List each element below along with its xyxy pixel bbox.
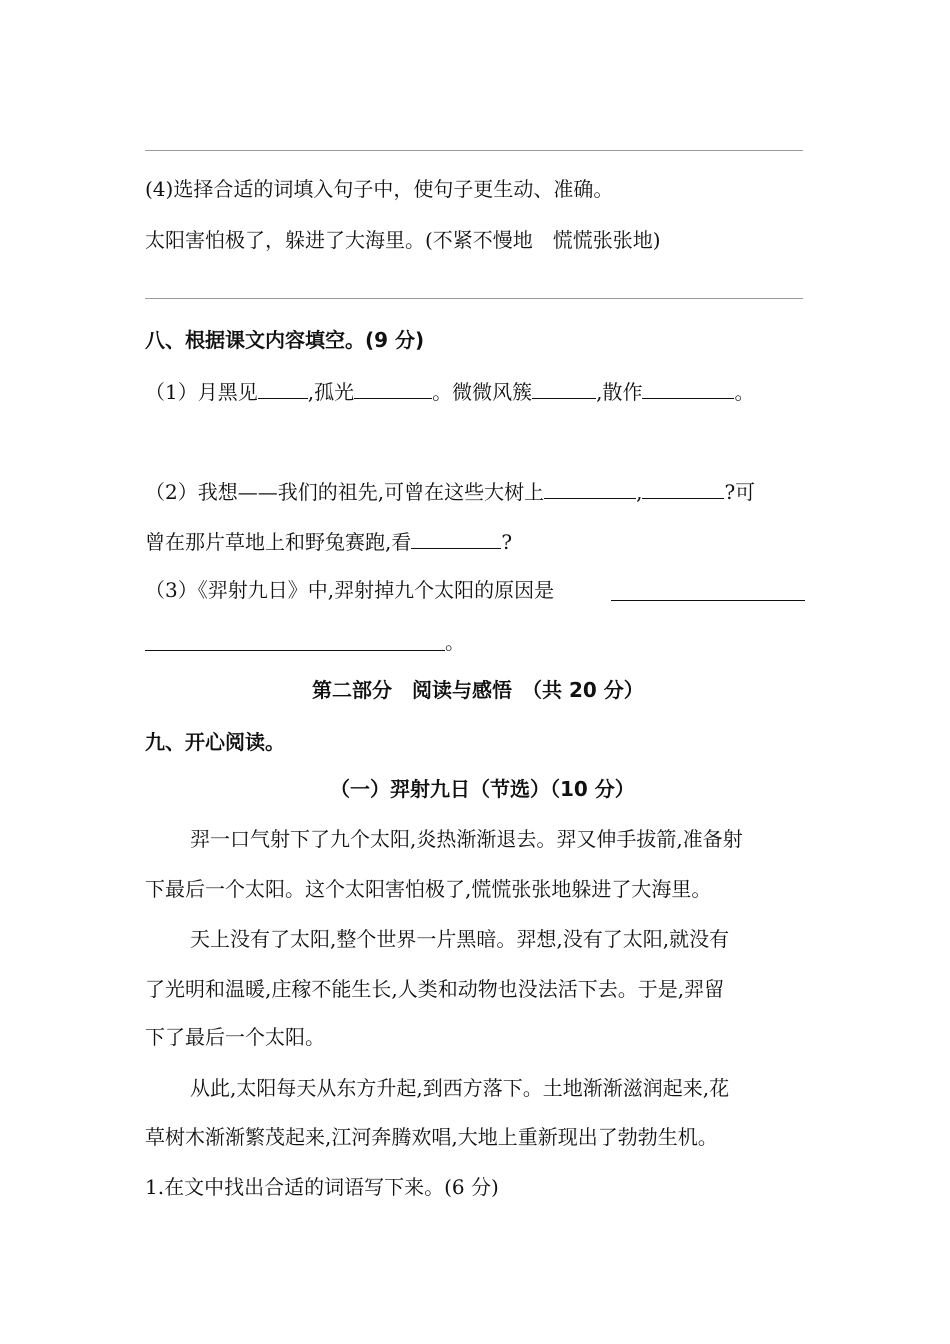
passage-line: 天上没有了太阳,整个世界一片黑暗。羿想,没有了太阳,就没有 <box>190 927 730 951</box>
fill-blank[interactable] <box>642 478 724 499</box>
q1-text-d: ,散作 <box>596 380 643 404</box>
q2-line2-text-a: 曾在那片草地上和野兔赛跑,看 <box>145 530 412 554</box>
passage-title: （一）羿射九日（节选）（10 分） <box>330 777 635 801</box>
q2-text-a: （2）我想——我们的祖先,可曾在这些大树上 <box>145 480 545 504</box>
fill-blank[interactable] <box>532 378 596 399</box>
q2-line2-text-b: ? <box>501 530 513 554</box>
q2-text-c: ?可 <box>724 480 756 504</box>
passage-line: 从此,太阳每天从东方升起,到西方落下。土地渐渐滋润起来,花 <box>190 1076 730 1100</box>
q1-text-a: （1）月黑见 <box>145 380 258 404</box>
passage-line: 羿一口气射下了九个太阳,炎热渐渐退去。羿又伸手拔箭,准备射 <box>190 827 743 851</box>
passage-line: 了光明和温暖,庄稼不能生长,人类和动物也没法活下去。于是,羿留 <box>145 977 725 1001</box>
q2-text-b: , <box>636 480 643 504</box>
fill-blank[interactable] <box>642 378 734 399</box>
answer-line <box>145 150 803 151</box>
q1-text-c: 。微微风簇 <box>432 380 533 404</box>
q1-text-b: ,孤光 <box>307 380 355 404</box>
fill-blank[interactable] <box>354 378 432 399</box>
reading-question-1: 1.在文中找出合适的词语写下来。(6 分) <box>145 1175 499 1199</box>
q1-text-e: 。 <box>734 380 755 404</box>
section-8-title: 八、根据课文内容填空。(9 分) <box>145 328 425 352</box>
answer-line <box>145 298 803 299</box>
passage-line: 草树木渐渐繁茂起来,江河奔腾欢唱,大地上重新现出了勃勃生机。 <box>145 1125 718 1149</box>
question-4-title: (4)选择合适的词填入句子中，使句子更生动、准确。 <box>145 177 614 201</box>
section-9-title: 九、开心阅读。 <box>145 730 285 754</box>
question-4-sentence: 太阳害怕极了，躲进了大海里。(不紧不慢地 慌慌张张地) <box>145 228 661 252</box>
section-8-q1 <box>145 378 754 404</box>
fill-blank[interactable] <box>145 650 445 651</box>
section-8-q3: （3）《羿射九日》中,羿射掉九个太阳的原因是 <box>145 578 555 602</box>
fill-blank[interactable] <box>411 528 501 549</box>
fill-blank[interactable] <box>258 378 308 399</box>
q3-end-mark: 。 <box>445 630 465 654</box>
fill-blank[interactable] <box>611 600 805 601</box>
section-8-q2-line2 <box>145 528 512 554</box>
part-2-heading: 第二部分 阅读与感悟 （共 20 分） <box>312 678 644 702</box>
fill-blank[interactable] <box>544 478 636 499</box>
passage-line: 下了最后一个太阳。 <box>145 1025 325 1049</box>
passage-line: 下最后一个太阳。这个太阳害怕极了,慌慌张张地躲进了大海里。 <box>145 877 712 901</box>
section-8-q2 <box>145 478 755 504</box>
